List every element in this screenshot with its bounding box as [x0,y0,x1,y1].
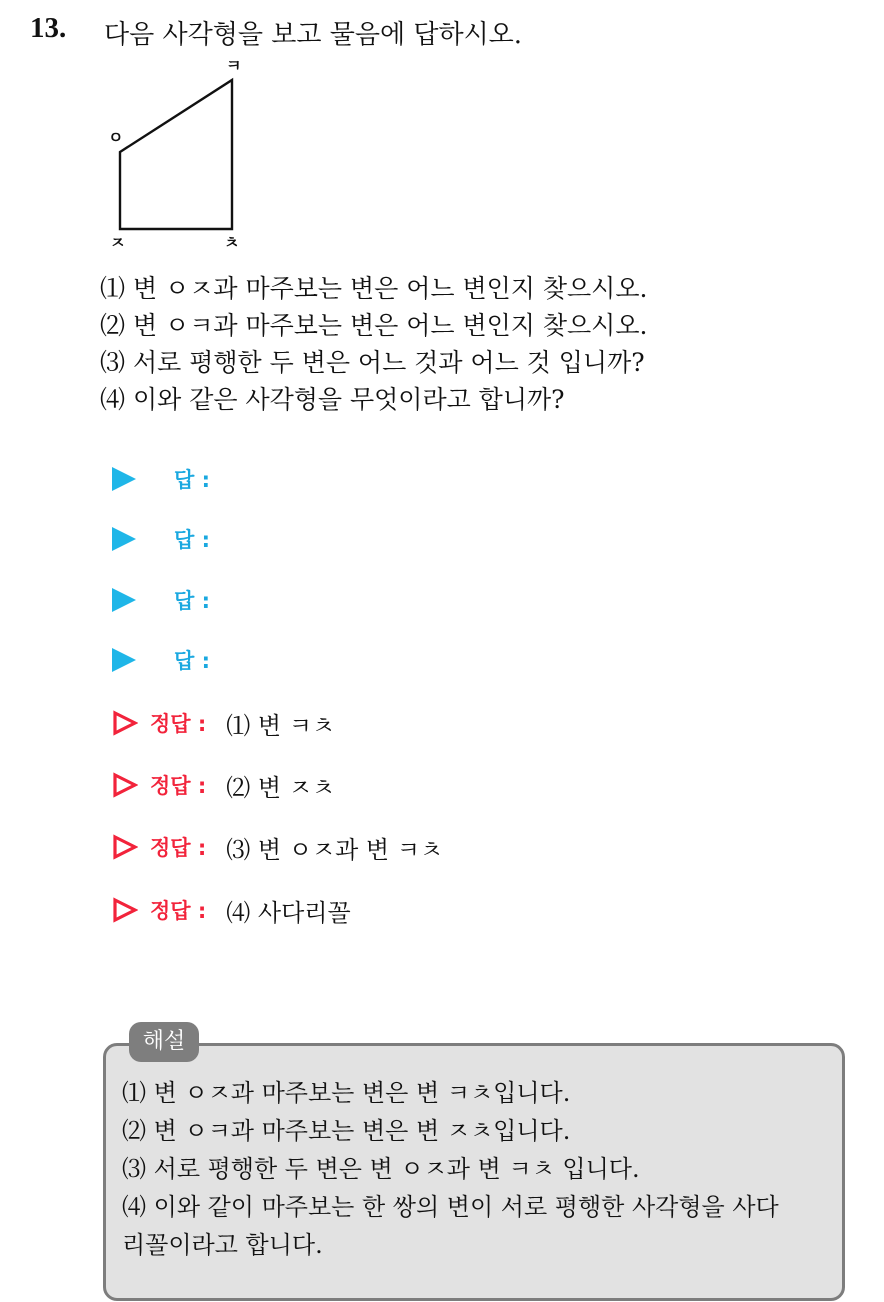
answer-field-2[interactable] [112,522,210,556]
answer-label: 답 : [174,528,210,552]
trapezoid-shape [120,80,232,229]
explanation-line-3: ⑶ 서로 평행한 두 변은 변 ㅇㅈ과 변 ㅋㅊ 입니다. [122,1155,640,1183]
play-arrow-icon [112,527,136,551]
explanation-line-1: ⑴ 변 ㅇㅈ과 마주보는 변은 변 ㅋㅊ입니다. [122,1079,571,1107]
play-arrow-icon [112,648,136,672]
answer-key-1 [112,705,335,741]
answer-key-label: 정답 : [150,836,207,860]
answer-key-label: 정답 : [150,712,207,736]
explanation-line-5: 리꼴이라고 합니다. [122,1231,323,1259]
answer-key-4 [112,892,351,928]
trapezoid-figure [98,55,258,260]
answer-field-3[interactable] [112,583,210,617]
answer-key-3 [112,829,443,865]
question-number: 13. [30,12,67,44]
sub-question-3: ⑶ 서로 평행한 두 변은 어느 것과 어느 것 입니까? [100,348,645,377]
outline-arrow-icon [112,772,138,798]
vertex-label-bottom-left: ㅈ [110,233,126,252]
answer-key-text: ⑷ 사다리꼴 [226,898,351,927]
play-arrow-icon [112,467,136,491]
outline-arrow-icon [112,710,138,736]
answer-label: 답 : [174,649,210,673]
play-arrow-icon [112,588,136,612]
sub-question-2: ⑵ 변 ㅇㅋ과 마주보는 변은 어느 변인지 찾으시오. [100,311,648,340]
vertex-label-top-right: ㅋ [226,56,242,75]
explanation-line-2: ⑵ 변 ㅇㅋ과 마주보는 변은 변 ㅈㅊ입니다. [122,1117,571,1145]
vertex-label-bottom-right: ㅊ [224,233,240,252]
answer-field-4[interactable] [112,643,210,677]
outline-arrow-icon [112,834,138,860]
answer-key-text: ⑵ 변 ㅈㅊ [226,773,336,802]
answer-key-label: 정답 : [150,774,207,798]
explanation-line-4: ⑷ 이와 같이 마주보는 한 쌍의 변이 서로 평행한 사각형을 사다 [122,1193,779,1221]
answer-field-1[interactable] [112,462,210,496]
answer-label: 답 : [174,589,210,613]
answer-key-text: ⑴ 변 ㅋㅊ [226,711,336,740]
question-prompt: 다음 사각형을 보고 물음에 답하시오. [104,20,523,50]
explanation-tab: 해설 [129,1022,199,1062]
answer-label: 답 : [174,468,210,492]
outline-arrow-icon [112,897,138,923]
trapezoid-diagram [98,55,258,260]
answer-key-2 [112,767,335,803]
answer-key-label: 정답 : [150,899,207,923]
sub-question-1: ⑴ 변 ㅇㅈ과 마주보는 변은 어느 변인지 찾으시오. [100,274,648,303]
vertex-label-top-left: ㅇ [108,128,124,147]
sub-question-4: ⑷ 이와 같은 사각형을 무엇이라고 합니까? [100,385,565,414]
answer-key-text: ⑶ 변 ㅇㅈ과 변 ㅋㅊ [226,835,444,864]
